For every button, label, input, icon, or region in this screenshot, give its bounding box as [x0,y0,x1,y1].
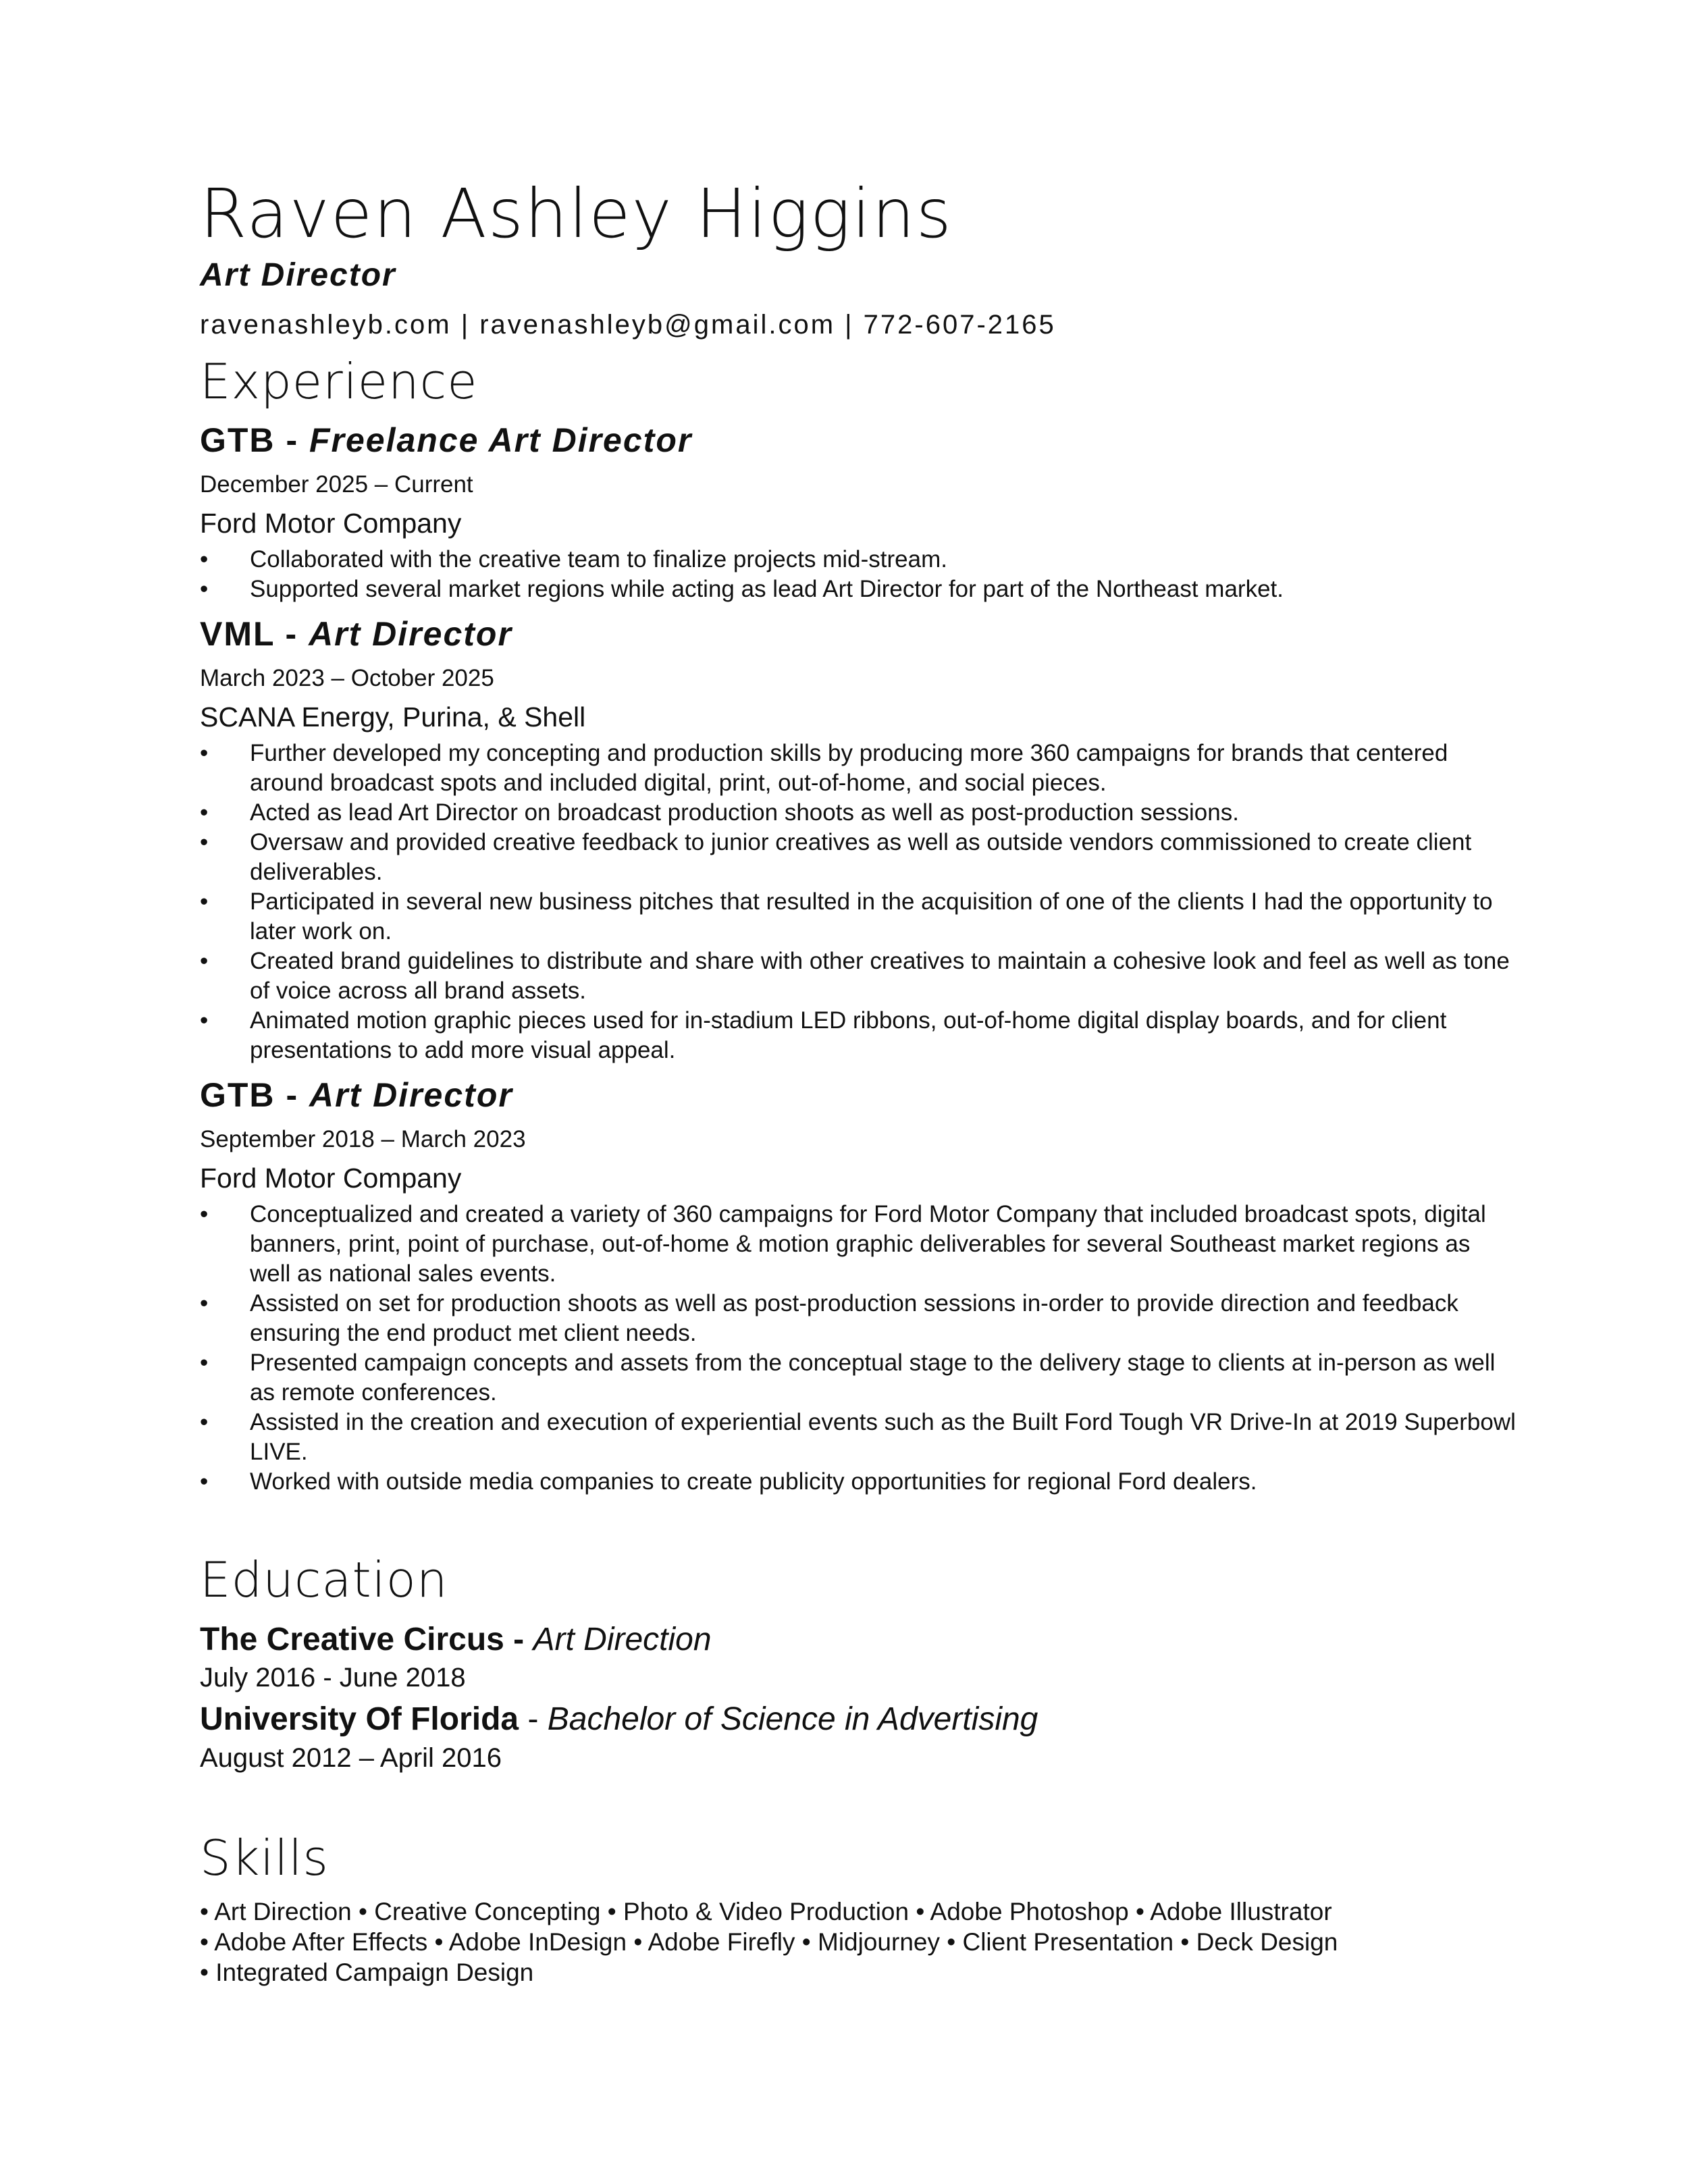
job-dates: March 2023 – October 2025 [200,665,494,692]
contact-line: ravenashleyb.com | ravenashleyb@gmail.com | 772-607-2165 [200,310,1056,340]
job-entry [200,614,1516,1065]
candidate-name: Raven Ashley Higgins [200,174,953,253]
candidate-role: Art Director [200,257,396,293]
job-company: GTB [200,1076,275,1115]
job-separator: - [274,615,309,654]
job-entry [200,1075,1516,1497]
job-heading [200,1075,1516,1115]
section-spacer [200,1775,1516,1817]
skills-line: • Art Direction • Creative Concepting • Photo & Video Production • Adobe Photoshop • Adobe Illustrator [200,1897,1332,1925]
job-company: VML [200,615,275,654]
section-spacer [200,1497,1516,1539]
bullet-item: • Collaborated with the creative team to finalize projects mid-stream. [200,545,1516,575]
education-program: Art Direction [533,1621,712,1657]
bullet-item: • Oversaw and provided creative feedback to junior creatives as well as outside vendors commissioned to create client deliverables. [200,828,1516,887]
bullet-item: • Assisted on set for production shoots as well as post-production sessions in-order to provide direction and feedback ensuring the end product met client needs. [200,1289,1516,1348]
job-clients: Ford Motor Company [200,508,462,539]
education-dates: August 2012 – April 2016 [200,1742,502,1773]
skills-line: • Adobe After Effects • Adobe InDesign • Adobe Firefly • Midjourney • Client Presentation • Deck Design [200,1927,1338,1956]
education-heading-line [200,1619,1516,1661]
bullet-item: • Assisted in the creation and execution of experiential events such as the Built Ford Tough VR Drive-In at 2019 Superbowl LIVE. [200,1408,1516,1467]
education-entry [200,1699,1516,1774]
bullet-item: • Participated in several new business pitches that resulted in the acquisition of one of the clients I had the opportunity to later work on. [200,887,1516,947]
job-title: Art Director [309,615,512,654]
job-company: GTB [200,421,275,460]
education-separator: - [519,1701,548,1738]
education-entry [200,1619,1516,1695]
education-program: Bachelor of Science in Advertising [547,1701,1038,1738]
bullet-item: • Presented campaign concepts and assets from the conceptual stage to the delivery stage to clients at in-person as well as remote conferences. [200,1348,1516,1408]
job-bullets [200,739,1516,1065]
education-school: University Of Florida [200,1701,519,1738]
job-heading [200,420,1516,460]
bullet-item: • Supported several market regions while acting as lead Art Director for part of the Northeast market. [200,575,1516,604]
skills-line: • Integrated Campaign Design [200,1958,534,1986]
skills-heading: Skills [200,1829,329,1886]
skills-list [200,1896,1516,1988]
bullet-item: • Worked with outside media companies to create publicity opportunities for regional Ford dealers. [200,1467,1516,1497]
job-dates: December 2025 – Current [200,471,473,498]
experience-heading: Experience [200,353,478,410]
bullet-item: • Animated motion graphic pieces used for in-stadium LED ribbons, out-of-home digital display boards, and for client presentations to add more visual appeal. [200,1006,1516,1065]
resume-page [200,174,1516,1988]
job-title: Freelance Art Director [309,421,693,460]
job-title: Art Director [309,1076,513,1115]
job-separator: - [275,1076,309,1115]
bullet-item: • Acted as lead Art Director on broadcast production shoots as well as post-production sessions. [200,798,1516,828]
education-heading-line [200,1699,1516,1740]
bullet-item: • Further developed my concepting and production skills by producing more 360 campaigns for brands that centered around broadcast spots and included digital, print, out-of-home, and social pieces. [200,739,1516,798]
job-dates: September 2018 – March 2023 [200,1126,526,1153]
bullet-item: • Created brand guidelines to distribute and share with other creatives to maintain a cohesive look and feel as well as tone of voice across all brand assets. [200,947,1516,1006]
job-clients: Ford Motor Company [200,1163,462,1194]
job-heading [200,614,1516,654]
job-clients: SCANA Energy, Purina, & Shell [200,701,586,733]
bullet-item: • Conceptualized and created a variety of 360 campaigns for Ford Motor Company that included broadcast spots, digital banners, print, point of purchase, out-of-home & motion graphic deliverables for several Southeast market regions as well as national sales events. [200,1200,1516,1289]
education-heading: Education [200,1551,448,1609]
job-separator: - [275,421,309,460]
education-separator: - [504,1621,533,1657]
education-dates: July 2016 - June 2018 [200,1663,466,1693]
job-bullets [200,545,1516,604]
education-school: The Creative Circus [200,1621,504,1657]
job-entry [200,420,1516,604]
job-bullets [200,1200,1516,1497]
